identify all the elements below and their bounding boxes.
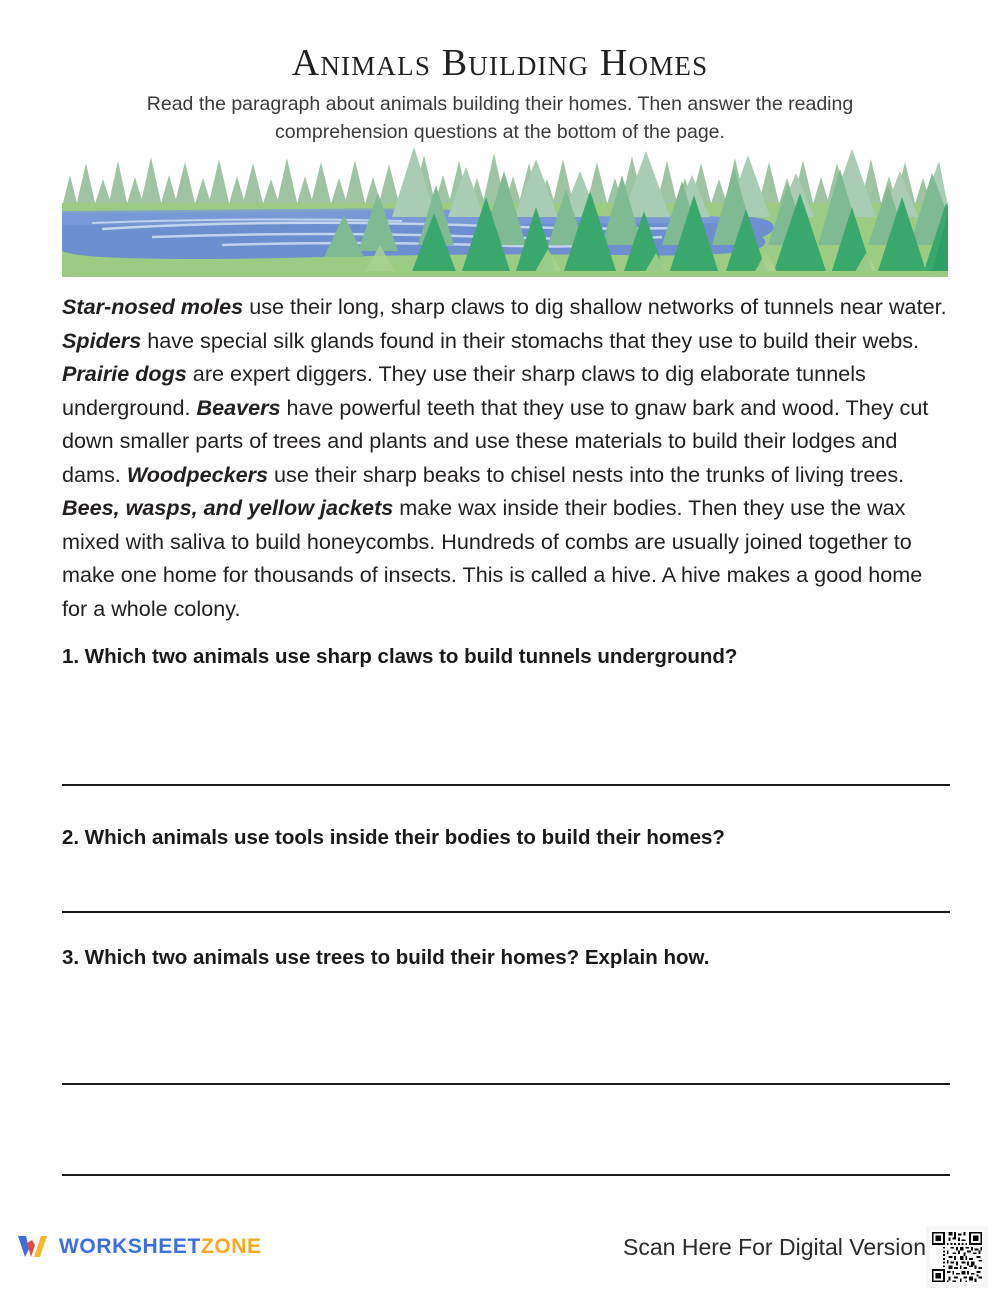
worksheet-zone-logo[interactable] [16,1233,262,1261]
passage-text: have powerful teeth that they use to gnaw bark and wood. They cut down smaller parts of trees and plants and use these materials to build their lodges and dams. [62,394,929,487]
animal-name: Bees, wasps, and yellow jackets [62,495,394,520]
qr-code[interactable] [926,1226,988,1288]
animal-name: Prairie dogs [62,361,187,386]
answer-line-4[interactable] [62,1174,950,1176]
question-number: 2. [62,826,80,849]
reading-passage [62,290,952,625]
animal-name: Woodpeckers [126,461,269,487]
answer-line-1[interactable] [62,784,950,786]
page-title: Animals Building Homes [291,42,709,84]
question-text: Which animals use tools inside their bodies to build their homes? [79,826,725,849]
passage-text: have special silk glands found in their stomachs that they use to build their webs. [141,327,920,353]
banner-svg [62,145,948,277]
passage-text: make wax inside their bodies. Then they use the wax mixed with saliva to build honeycombs. Hundreds of combs are usually joined together to make one home for thousands of insects. This is called a hive. A hive makes a good home for a whole colony. [62,495,923,621]
qr-code-icon [930,1230,984,1284]
answer-line-3[interactable] [62,1083,950,1085]
question-3 [62,946,962,971]
question-2 [62,826,962,851]
question-number: 3. [62,946,80,969]
logo-text-secondary: ZONE [200,1235,262,1258]
animal-name: Star-nosed moles [62,294,244,319]
logo-w-mark [16,1233,50,1261]
logo-text-primary: WORKSHEET [59,1235,201,1258]
scan-here-text: Scan Here For Digital Version [623,1234,926,1260]
question-1 [62,645,962,670]
instructions-text: Read the paragraph about animals building their homes. Then answer the reading comprehension questions at the bottom of the page. [146,93,854,144]
forest-lake-banner [62,145,948,277]
passage-text: use their long, sharp claws to dig shallow networks of tunnels near water. [243,294,947,319]
animal-name: Beavers [196,394,281,420]
question-text: Which two animals use sharp claws to build tunnels underground? [79,645,738,668]
answer-line-2[interactable] [62,911,950,913]
question-number: 1. [62,645,80,668]
grass-strip [62,271,948,277]
animal-name: Spiders [62,327,142,353]
question-text: Which two animals use trees to build their homes? Explain how. [79,946,710,969]
passage-text: are expert diggers. They use their sharp claws to dig elaborate tunnels underground. [62,361,866,420]
passage-text: use their sharp beaks to chisel nests into the trunks of living trees. [268,461,905,487]
